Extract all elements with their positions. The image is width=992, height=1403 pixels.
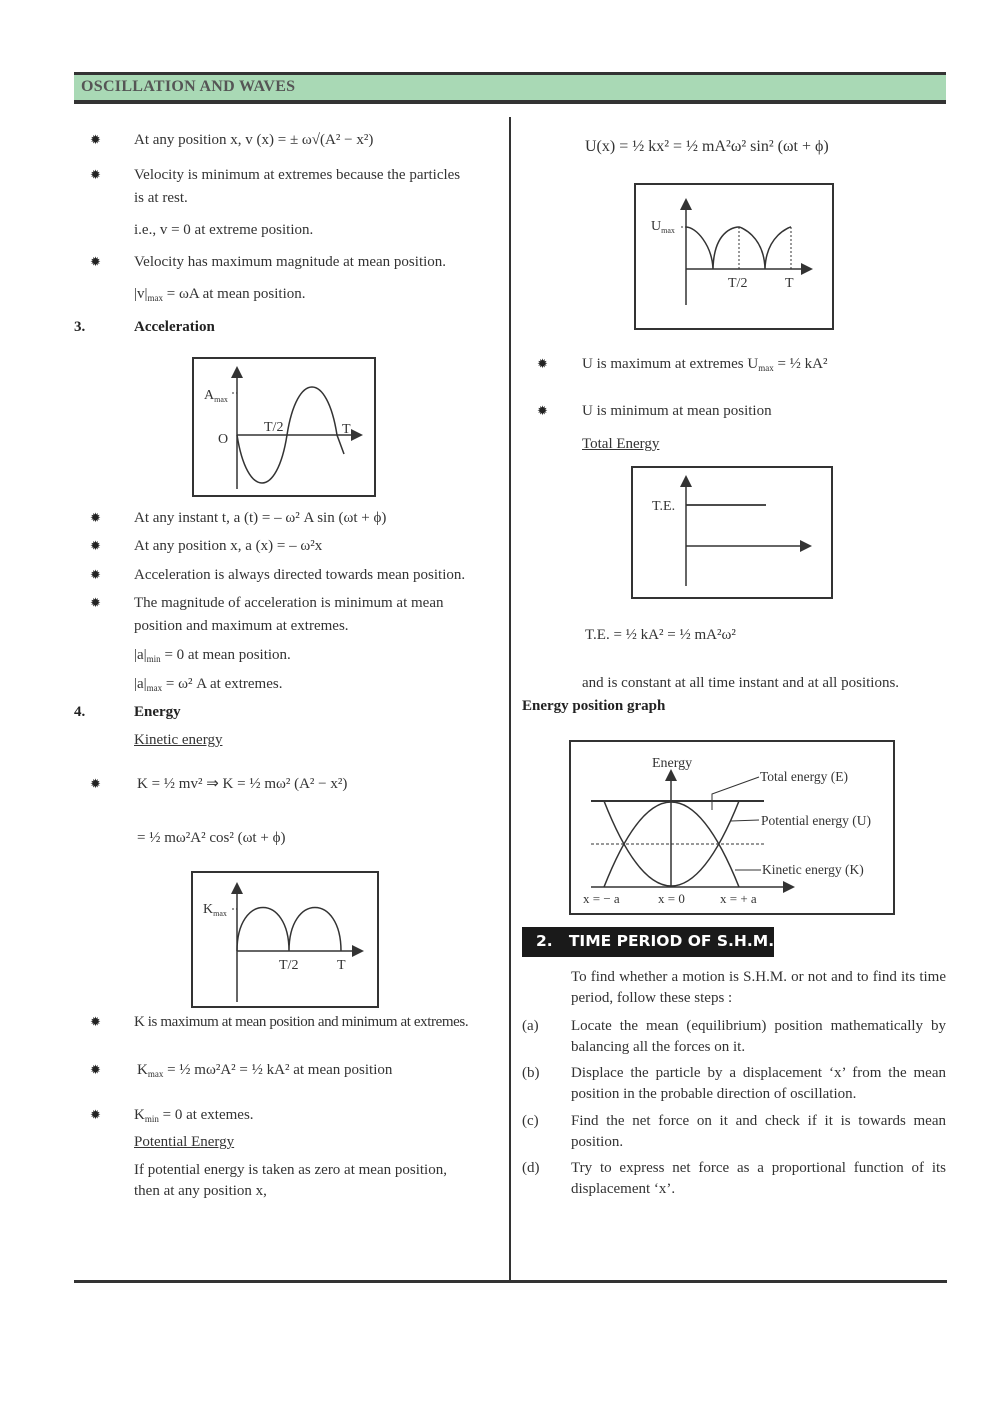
intro-text: To find whether a motion is S.H.M. or not and to find its time period, follow these steps : [571, 969, 946, 1006]
total-energy-label: Total energy (E) [760, 769, 849, 784]
bullet-icon: ✹ [90, 1107, 101, 1122]
kinetic-curve [237, 908, 341, 952]
total-energy-graph [631, 466, 833, 599]
bullet-icon: ✹ [90, 776, 101, 791]
y-label: T.E. [652, 499, 676, 514]
bullet-icon: ✹ [90, 510, 101, 525]
step-text: Locate the mean (equilibrium) position mathematically by balancing all the forces on it. [571, 1018, 946, 1055]
bullet-icon: ✹ [90, 567, 101, 582]
step-label: (d) [522, 1160, 540, 1176]
amax-formula [134, 674, 282, 698]
text-line: The magnitude of acceleration is minimum at mean [134, 595, 444, 611]
section-title: Energy [134, 704, 181, 720]
acceleration-graph [192, 357, 376, 497]
text: = 0 at mean position. [160, 647, 291, 663]
amin-formula [134, 645, 291, 669]
bullet-icon: ✹ [537, 356, 548, 371]
bullet-icon: ✹ [90, 1062, 101, 1077]
ke-formula: K = ½ mv² ⇒ K = ½ mω² (A² − x²) [137, 776, 348, 792]
u-formula: U(x) = ½ kx² = ½ mA²ω² sin² (ωt + ϕ) [585, 138, 829, 155]
potential-graph-svg [636, 185, 832, 328]
text-line: then at any position x, [134, 1183, 267, 1199]
section-number: 4. [74, 704, 86, 720]
text: = ωA at mean position. [163, 286, 306, 302]
text: |a| [134, 676, 147, 692]
y-label: Energy [652, 756, 693, 771]
subscript: max [146, 683, 163, 693]
subscript: max [147, 1069, 164, 1079]
section-heading-text: 2. TIME PERIOD OF S.H.M. [536, 932, 775, 950]
text-line: i.e., v = 0 at extreme position. [134, 222, 314, 238]
footer-rule [74, 1280, 947, 1283]
step-text: Find the net force on it and check if it is towards mean position. [571, 1113, 946, 1150]
potential-energy-graph [634, 183, 834, 330]
step-label: (a) [522, 1018, 539, 1034]
kinetic-graph-svg [193, 873, 377, 1006]
section-heading [522, 927, 774, 957]
text: = 0 at extemes. [158, 1107, 254, 1123]
text-line: Velocity is minimum at extremes because the particles [134, 167, 461, 183]
text-line: K is maximum at mean position and minimum at extremes. [134, 1014, 469, 1030]
t-label: T [337, 958, 346, 973]
bullet-icon: ✹ [90, 538, 101, 553]
origin-label: O [218, 432, 229, 447]
text-line: and is constant at all time instant and at all positions. [582, 675, 900, 691]
velocity-formula: At any position x, v (x) = ± ω√(A² − x²) [134, 132, 374, 148]
text: U is maximum at extremes U [582, 356, 759, 372]
column-divider [509, 117, 511, 1282]
subscript: min [144, 1114, 159, 1124]
kinetic-energy-graph [191, 871, 379, 1008]
bullet-icon: ✹ [90, 167, 101, 182]
kinetic-energy-label: Kinetic energy (K) [762, 862, 864, 877]
t-half-label: T/2 [728, 276, 748, 291]
text: |a| [134, 647, 147, 663]
text: = ½ kA² [773, 356, 828, 372]
text-line: At any instant t, a (t) = – ω² A sin (ωt + ϕ) [134, 510, 387, 526]
bullet-icon: ✹ [90, 1014, 101, 1029]
section-number: 3. [74, 319, 86, 335]
t-label: T [342, 422, 351, 437]
section-title: Energy position graph [522, 698, 666, 714]
text-line: is at rest. [134, 190, 188, 206]
energy-position-svg [571, 742, 893, 913]
text: K [134, 1107, 145, 1123]
text: |v| [134, 286, 148, 302]
potential-energy-label: Potential energy (U) [761, 813, 871, 828]
y-label: $A_{max}$ [204, 388, 228, 404]
chapter-title: OSCILLATION AND WAVES [81, 78, 296, 95]
bullet-icon: ✹ [90, 595, 101, 610]
step-text: Try to express net force as a proportional function of its displacement ‘x’. [571, 1160, 946, 1197]
vmax-formula [134, 284, 306, 308]
t-label: T [785, 276, 794, 291]
text: = ½ mω²A² = ½ kA² at mean position [163, 1062, 393, 1078]
bullet-icon: ✹ [537, 403, 548, 418]
kmin-formula [134, 1105, 254, 1129]
x-neg-label: x = − a [583, 891, 620, 906]
subscript: min [146, 654, 161, 664]
total-graph-svg [633, 468, 831, 597]
text-line: U is minimum at mean position [582, 403, 772, 419]
section-title: Acceleration [134, 319, 215, 335]
y-label: $K_{max}$ [203, 902, 227, 918]
text-line: Velocity has maximum magnitude at mean position. [134, 254, 447, 270]
subscript: max [147, 293, 164, 303]
text-line: At any position x, a (x) = – ω²x [134, 538, 323, 554]
chapter-header [74, 72, 946, 104]
step-label: (c) [522, 1113, 539, 1129]
t-half-label: T/2 [279, 958, 299, 973]
subscript: max [758, 363, 774, 373]
x-pos-label: x = + a [720, 891, 757, 906]
x-zero-label: x = 0 [658, 891, 685, 906]
step-text: Displace the particle by a displacement ‘x’ from the mean position in the probable direction of oscillation. [571, 1065, 946, 1102]
text-line: position and maximum at extremes. [134, 618, 349, 634]
ke-formula-cos: = ½ mω²A² cos² (ωt + ϕ) [137, 830, 286, 846]
y-label: $U_{max}$ [651, 219, 675, 235]
text-line: If potential energy is taken as zero at mean position, [134, 1162, 447, 1178]
bullet-icon: ✹ [90, 132, 101, 147]
leader-line [712, 777, 759, 810]
step-label: (b) [522, 1065, 540, 1081]
text-line: Acceleration is always directed towards mean position. [134, 567, 466, 583]
text: = ω² A at extremes. [162, 676, 283, 692]
energy-position-graph [569, 740, 895, 915]
subsection-title: Total Energy [582, 436, 660, 452]
umax-formula [582, 354, 828, 378]
subsection-title: Potential Energy [134, 1134, 235, 1150]
te-formula: T.E. = ½ kA² = ½ mA²ω² [585, 627, 736, 643]
subsection-title: Kinetic energy [134, 732, 223, 748]
text: K [137, 1062, 148, 1078]
bullet-icon: ✹ [90, 254, 101, 269]
acceleration-graph-svg [194, 359, 374, 495]
t-half-label: T/2 [264, 420, 284, 435]
kmax-formula [137, 1060, 392, 1084]
